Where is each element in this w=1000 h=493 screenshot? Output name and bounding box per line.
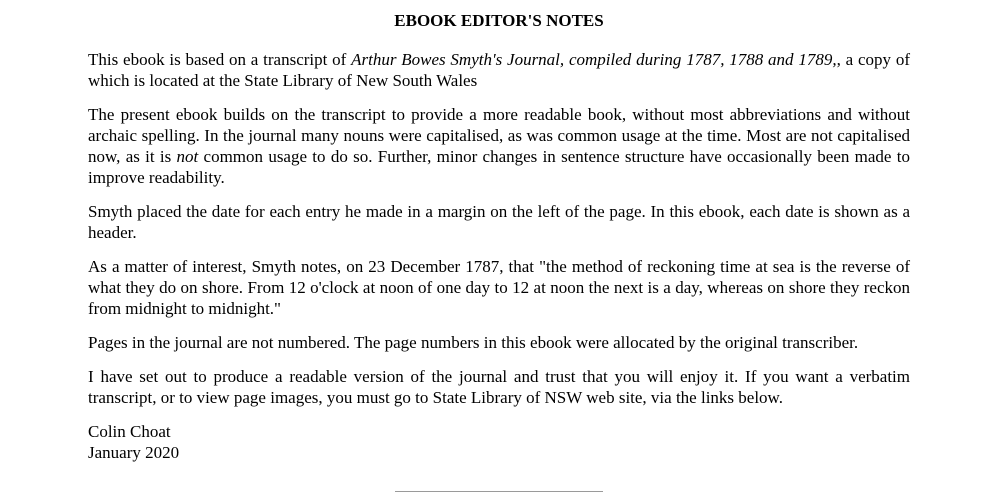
signature-date: January 2020 <box>88 443 180 462</box>
paragraph-readable-version: I have set out to produce a readable version of the journal and trust that you will enjoy it. If you want a verbatim transcript, or to view page images, you must go to State Library of NSW web site, via the links below. <box>88 367 910 407</box>
divider <box>395 491 603 492</box>
page-title: EBOOK EDITOR'S NOTES <box>394 11 604 30</box>
paragraph-source-text: This ebook is based on a transcript of <box>88 50 352 69</box>
paragraph-source <box>88 49 910 91</box>
emphasis-not: not <box>176 147 199 166</box>
paragraph-readability-text: The present ebook builds on the transcript to provide a more readable book, without most abbreviations and without archaic spelling. In the journal many nouns were capitalised, as was common usage at the time. Most are not capitalised now, as it is <box>88 105 910 166</box>
paragraph-source-text-end: , a copy of which is located at the State Library of New South Wales <box>88 50 911 90</box>
editor-notes <box>88 0 910 463</box>
paragraph-readability <box>88 104 910 188</box>
paragraph-dates: Smyth placed the date for each entry he made in a margin on the left of the page. In this ebook, each date is shown as a header. <box>88 202 910 242</box>
signature-name: Colin Choat <box>88 422 171 441</box>
paragraph-reckoning: As a matter of interest, Smyth notes, on 23 December 1787, that "the method of reckoning time at sea is the reverse of what they do on shore. From 12 o'clock at noon of one day to 12 at noon the next is a day, whereas on shore they reckon from midnight to midnight." <box>88 257 910 318</box>
paragraph-page-numbers: Pages in the journal are not numbered. The page numbers in this ebook were allocated by the original transcriber. <box>88 333 859 352</box>
paragraph-readability-text-end: common usage to do so. Further, minor changes in sentence structure have occasionally been made to improve readability. <box>88 147 910 187</box>
journal-title: Arthur Bowes Smyth's Journal, compiled during 1787, 1788 and 1789, <box>351 50 837 69</box>
